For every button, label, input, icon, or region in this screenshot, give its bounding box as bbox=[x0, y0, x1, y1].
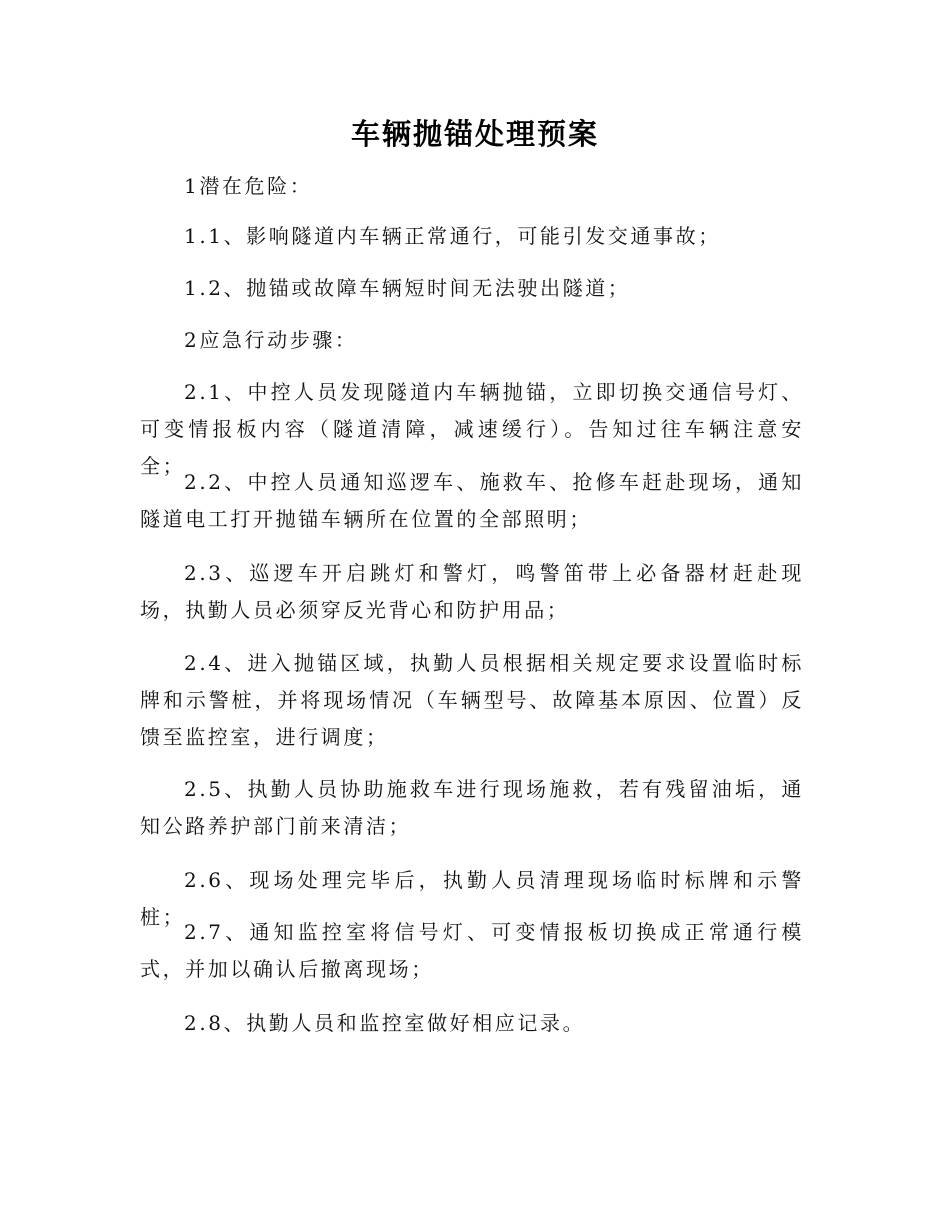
paragraph-1-1: 1.1、影响隧道内车辆正常通行，可能引发交通事故； bbox=[184, 224, 721, 248]
paragraph-2-3: 2.3、巡逻车开启跳灯和警灯，鸣警笛带上必备器材赶赴现场，执勤人员必须穿反光背心和防护用品； bbox=[140, 561, 804, 622]
section-heading-potential-risk: 1潜在危险： bbox=[184, 174, 313, 198]
paragraph-2-4: 2.4、进入抛锚区域，执勤人员根据相关规定要求设置临时标牌和示警桩，并将现场情况（车辆型号、故障基本原因、位置）反馈至监控室，进行调度； bbox=[140, 651, 804, 749]
document-title: 车辆抛锚处理预案 bbox=[350, 117, 599, 151]
paragraph-2-5: 2.5、执勤人员协助施救车进行现场施救，若有残留油垢，通知公路养护部门前来清洁； bbox=[140, 777, 804, 838]
paragraph-2-7: 2.7、通知监控室将信号灯、可变情报板切换成正常通行模式，并加以确认后撤离现场； bbox=[140, 920, 804, 981]
section-heading-emergency-steps: 2应急行动步骤： bbox=[184, 328, 358, 352]
paragraph-2-8: 2.8、执勤人员和监控室做好相应记录。 bbox=[184, 1011, 586, 1035]
paragraph-2-2: 2.2、中控人员通知巡逻车、施救车、抢修车赶赴现场，通知隧道电工打开抛锚车辆所在位置的全部照明； bbox=[140, 470, 804, 531]
paragraph-2-6: 2.6、现场处理完毕后，执勤人员清理现场临时标牌和示警桩； bbox=[140, 868, 804, 929]
paragraph-1-2: 1.2、抛锚或故障车辆短时间无法驶出隧道； bbox=[184, 276, 631, 300]
paragraph-2-1: 2.1、中控人员发现隧道内车辆抛锚，立即切换交通信号灯、可变情报板内容（隧道清障，减速缓行）。告知过往车辆注意安全； bbox=[140, 380, 804, 478]
